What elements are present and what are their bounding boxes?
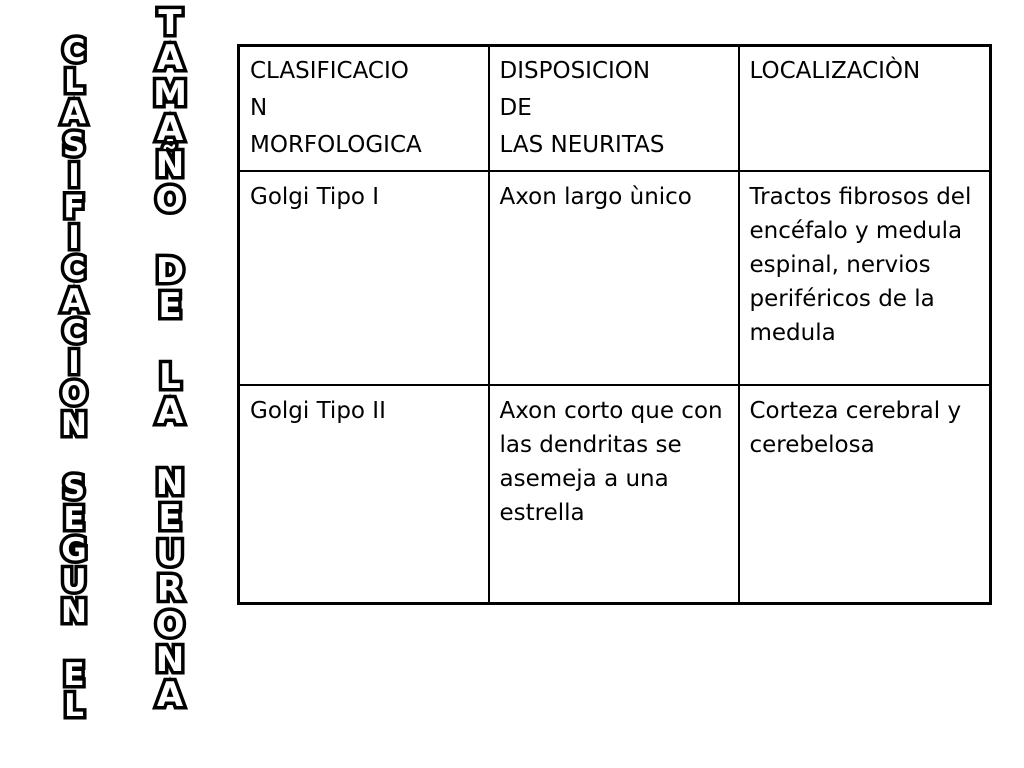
title-letter: A xyxy=(156,675,184,716)
title-letter: C xyxy=(62,313,86,350)
title-letter: A xyxy=(62,95,86,132)
title-letter: L xyxy=(159,356,181,397)
title-letter: Ñ xyxy=(155,144,185,185)
title-letter xyxy=(164,218,176,253)
title-letter: F xyxy=(63,188,85,225)
title-letter: C xyxy=(62,251,86,288)
title-letter: S xyxy=(62,126,86,163)
title-letter: O xyxy=(60,376,88,413)
title-letter: L xyxy=(64,687,84,724)
title-letter: G xyxy=(61,532,87,568)
title-letter: U xyxy=(61,563,87,600)
title-letter: A xyxy=(156,109,184,150)
title-letter: A xyxy=(62,282,86,319)
table-cell: Golgi Tipo II xyxy=(239,385,489,604)
title-letter: U xyxy=(156,533,184,574)
table-cell: Axon largo ùnico xyxy=(489,171,739,385)
title-letter: E xyxy=(158,498,182,539)
title-letter: M xyxy=(153,73,187,114)
title-letter: R xyxy=(156,569,184,610)
title-letter: E xyxy=(63,500,85,537)
vertical-title-clasificacion xyxy=(24,33,124,724)
neuron-classification-table xyxy=(237,44,992,605)
title-letter: O xyxy=(155,179,185,220)
title-letter: N xyxy=(61,594,87,631)
title-letter: D xyxy=(155,250,185,291)
title-letter: I xyxy=(68,157,80,194)
title-letter xyxy=(164,431,176,466)
header-cell-disposicion: DISPOSICION DE LAS NEURITAS xyxy=(489,46,739,172)
title-letter: A xyxy=(156,38,184,79)
table-header-row xyxy=(239,46,991,172)
title-letter: E xyxy=(63,656,85,693)
title-letter: O xyxy=(155,604,185,645)
title-letter: N xyxy=(155,640,185,681)
header-cell-localizacion: LOCALIZACIÒN xyxy=(739,46,991,172)
title-letter: N xyxy=(61,407,87,444)
title-letter: E xyxy=(158,286,182,327)
table-row xyxy=(239,171,991,385)
title-letter xyxy=(164,325,176,360)
title-letter xyxy=(164,714,176,749)
table-cell: Tractos fibrosos del encéfalo y medula espinal, nervios periféricos de la medula xyxy=(739,171,991,385)
title-letter: C xyxy=(62,33,86,69)
title-letter: L xyxy=(64,64,84,101)
table-cell: Axon corto que con las dendritas se asemeja a una estrella xyxy=(489,385,739,604)
table-cell: Corteza cerebral y cerebelosa xyxy=(739,385,991,604)
title-letter: N xyxy=(155,463,185,504)
title-letter xyxy=(69,441,80,472)
vertical-title-tamano xyxy=(120,3,220,749)
table-row xyxy=(239,385,991,604)
title-letter: I xyxy=(68,344,80,381)
title-letter: I xyxy=(68,220,80,257)
title-letter xyxy=(69,629,80,660)
title-letter: S xyxy=(62,469,86,506)
title-letter: A xyxy=(156,392,184,433)
table-cell: Golgi Tipo I xyxy=(239,171,489,385)
title-letter: T xyxy=(158,3,182,43)
header-cell-clasificacion: CLASIFICACIO N MORFOLOGICA xyxy=(239,46,489,172)
